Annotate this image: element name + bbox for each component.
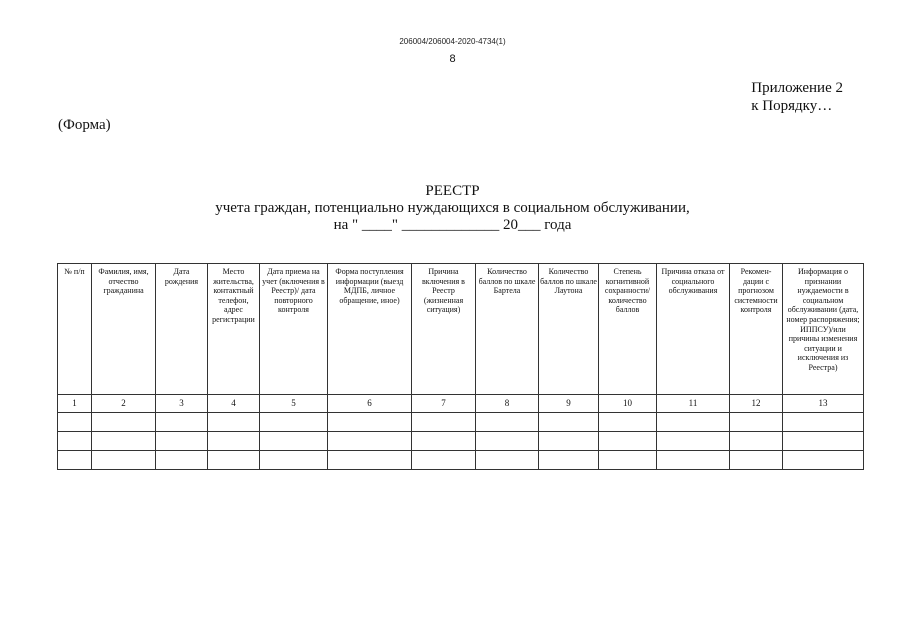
document-title [0, 183, 905, 234]
column-number-cell: 1 [58, 395, 92, 413]
table-cell[interactable] [92, 413, 156, 432]
table-cell[interactable] [156, 432, 208, 451]
table-cell[interactable] [156, 451, 208, 470]
title-line-3: на " ____" _____________ 20___ года [333, 217, 572, 233]
page-number: 8 [449, 53, 456, 65]
table-cell[interactable] [92, 451, 156, 470]
table-cell[interactable] [156, 413, 208, 432]
table-cell[interactable] [58, 432, 92, 451]
column-number-cell: 6 [328, 395, 412, 413]
title-heading: РЕЕСТР [425, 183, 480, 199]
column-header: Фамилия, имя, отчество гражданина [92, 264, 156, 395]
column-number-cell: 8 [476, 395, 539, 413]
table-cell[interactable] [92, 432, 156, 451]
table-cell[interactable] [539, 413, 599, 432]
table-cell[interactable] [476, 432, 539, 451]
table-cell[interactable] [208, 451, 260, 470]
column-number-cell: 5 [260, 395, 328, 413]
table-row [58, 451, 864, 470]
table-cell[interactable] [328, 413, 412, 432]
column-number-cell: 9 [539, 395, 599, 413]
table-cell[interactable] [260, 413, 328, 432]
table-cell[interactable] [783, 451, 864, 470]
table-cell[interactable] [783, 432, 864, 451]
column-number-cell: 13 [783, 395, 864, 413]
column-header: № п/п [58, 264, 92, 395]
column-number-cell: 4 [208, 395, 260, 413]
table-cell[interactable] [657, 413, 730, 432]
table-cell[interactable] [328, 432, 412, 451]
table-cell[interactable] [657, 451, 730, 470]
table-cell[interactable] [58, 413, 92, 432]
appendix-reference [751, 79, 843, 115]
table-cell[interactable] [412, 413, 476, 432]
table-header-row [58, 264, 864, 395]
column-header: Форма поступления информации (выезд МДПБ, личное обращение, иное) [328, 264, 412, 395]
table-cell[interactable] [599, 432, 657, 451]
table-cell[interactable] [730, 413, 783, 432]
registry-table [57, 263, 864, 470]
column-number-row [58, 395, 864, 413]
column-header: Место жительства, контактный телефон, адрес регистрации [208, 264, 260, 395]
column-header: Степень когнитивной сохранности/ количество баллов [599, 264, 657, 395]
column-header: Дата приема на учет (включения в Реестр)/ дата повторного контроля [260, 264, 328, 395]
table-cell[interactable] [730, 432, 783, 451]
table-cell[interactable] [476, 413, 539, 432]
column-header: Рекомен- дации с прогнозом системности контроля [730, 264, 783, 395]
form-label: (Форма) [58, 117, 111, 133]
column-number-cell: 12 [730, 395, 783, 413]
table-row [58, 413, 864, 432]
appendix-line-2: к Порядку… [751, 98, 833, 114]
table-cell[interactable] [412, 451, 476, 470]
table-cell[interactable] [539, 451, 599, 470]
column-header: Причина отказа от социального обслуживания [657, 264, 730, 395]
table-cell[interactable] [730, 451, 783, 470]
column-header: Дата рождения [156, 264, 208, 395]
table-row [58, 432, 864, 451]
column-header: Количество баллов по шкале Лаутона [539, 264, 599, 395]
table-cell[interactable] [208, 432, 260, 451]
table-cell[interactable] [599, 451, 657, 470]
appendix-line-1: Приложение 2 [751, 80, 843, 96]
table-cell[interactable] [657, 432, 730, 451]
table-cell[interactable] [208, 413, 260, 432]
table-cell[interactable] [476, 451, 539, 470]
column-number-cell: 7 [412, 395, 476, 413]
column-header: Количество баллов по шкале Бартела [476, 264, 539, 395]
title-line-2: учета граждан, потенциально нуждающихся в социальном обслуживании, [215, 200, 690, 216]
table-cell[interactable] [783, 413, 864, 432]
column-header: Информация о признании нуждаемости в социальном обслуживании (дата, номер распоряжения; ИППСУ)/или причины изменения ситуации и исключения из Реестра) [783, 264, 864, 395]
column-header: Причина включения в Реестр (жизненная ситуация) [412, 264, 476, 395]
table-cell[interactable] [260, 451, 328, 470]
table-cell[interactable] [328, 451, 412, 470]
table-cell[interactable] [260, 432, 328, 451]
table-cell[interactable] [599, 413, 657, 432]
column-number-cell: 3 [156, 395, 208, 413]
column-number-cell: 2 [92, 395, 156, 413]
document-id: 206004/206004-2020-4734(1) [399, 37, 506, 46]
table-cell[interactable] [539, 432, 599, 451]
column-number-cell: 11 [657, 395, 730, 413]
table-cell[interactable] [412, 432, 476, 451]
table-cell[interactable] [58, 451, 92, 470]
column-number-cell: 10 [599, 395, 657, 413]
